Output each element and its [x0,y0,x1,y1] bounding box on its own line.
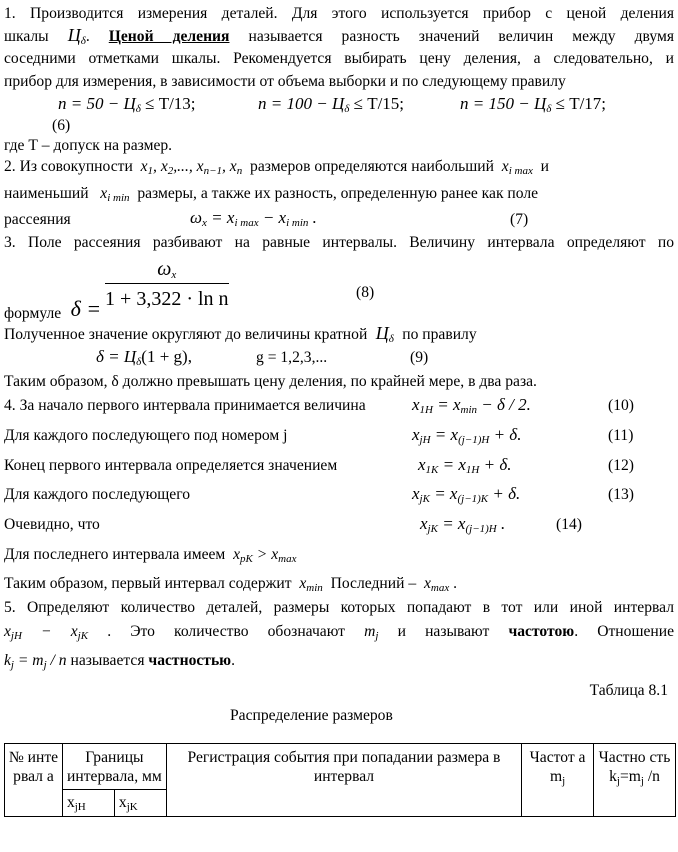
rule-3: $n = 150 - Ц_\delta \le T/17$; [460,94,607,115]
header-xjk: $x_{jK}$ [114,789,166,816]
header-interval-bounds: Границы интервала, мм [62,744,166,790]
header-registration: Регистрация события при попадании размера в интервал [166,744,521,817]
p2-line1: 2. Из совокупности $x_1$, $x_2$,..., $x_{n-1}$, $x_n$ размеров определяются наибольший $x_{i max}$ и [4,158,550,177]
formula-11: $x_{jH} = x_{(j-1)H} + \delta$. [412,425,522,446]
eq-10-label: (10) [608,397,634,414]
p2-line3: рассеяния [4,211,71,228]
p4-line3: Конец первого интервала определяется значением [4,457,338,474]
p4-line5: Очевидно, что [4,516,100,533]
eq-13-label: (13) [608,486,634,503]
header-xjh: $x_{jH}$ [62,789,114,816]
header-frequency: Частот а $m_j$ [522,744,594,817]
p1-line5: где Т – допуск на размер. [4,137,173,154]
formula-13: $x_{jK} = x_{(j-1)K} + \delta$. [412,484,521,505]
p1-line4: прибор для измерения, в зависимости от объема выборки и по следующему правилу [4,73,566,90]
table-caption-number: Таблица 8.1 [589,682,668,699]
formula-9-g: g = 1,2,3,... [256,349,328,366]
term-division-value: Ценой деления [108,28,230,45]
p4-line1: 4. За начало первого интервала принимается величина [4,397,366,414]
eq-12-label: (12) [608,457,634,474]
header-relative-frequency: Частно сть $k_j=m_j$ /n [594,744,676,817]
eq-11-label: (11) [608,427,634,444]
p3-line3: Полученное значение округляют до величины кратной $Ц_\delta$ по правилу [4,323,477,345]
p4-line2: Для каждого последующего под номером j [4,427,288,444]
eq-7-label: (7) [510,211,529,228]
p4-line6: Для последнего интервала имеем $x_{pK} > x_{max}$ [4,546,297,565]
rule-1: $n = 50 - Ц_\delta \le T/13$; [58,94,196,115]
p3-formula-line: формуле δ = $\frac{\omega_x}{\text{1 + 3,322 · ln n}}$ [4,258,229,322]
p3-line4: Таким образом, δ должно превышать цену деления, по крайней мере, в два раза. [4,373,537,390]
p3-line1: 3. Поле рассеяния разбивают на равные интервалы. Величину интервала определяют по [4,234,674,251]
p5-line3: $k_j = m_j / n$ называется частностью. [4,652,236,671]
formula-10: $x_{1H} = x_{min} - \delta / 2$. [412,395,531,416]
eq-9-label: (9) [410,349,429,366]
formula-12: $x_{1K} = x_{1H} + \delta$. [418,455,512,476]
p4-line7: Таким образом, первый интервал содержит $x_{min}$ Последний – $x_{max}$ . [4,575,457,594]
p1-line1: 1. Производится измерения деталей. Для этого используется прибор с ценой деления [4,5,674,22]
distribution-table [4,743,676,817]
p1-line3: соседними отметками шкалы. Рекомендуется выбирать цену деления, а следовательно, и [4,50,674,67]
p1-line2: шкалы $Ц_\delta$. Ценой деления называется разность значений величин между двумя [4,25,675,47]
eq-14-label: (14) [556,516,582,533]
header-interval-number: № инте рвал а [5,744,63,817]
formula-14: $x_{jK} = x_{(j-1)H}$ . [420,514,506,535]
p4-line4: Для каждого последующего [4,486,191,503]
formula-8-fraction: $\frac{\omega_x}{\text{1 + 3,322 · ln n}}$ [105,258,229,310]
division-symbol: $Ц_\delta$ [67,25,86,47]
set-formula: $x_1$, $x_2$,..., $x_{n-1}$, $x_n$ [136,158,243,177]
p2-line2: наименьший $x_{i min}$ размеры, а также их разность, определенную ранее как поле [4,185,539,204]
p5-line1: 5. Определяют количество деталей, размеры которых попадают в тот или иной интервал [4,599,674,616]
formula-9: $\delta = Ц_\delta(1 + g)$, [96,347,192,368]
table-caption-title: Распределение размеров [230,707,393,724]
rule-2: $n = 100 - Ц_\delta \le T/15$; [258,94,405,115]
eq-6-label: (6) [52,117,71,134]
formula-7: $\omega_x = x_{i max} - x_{i min}$ . [190,208,317,229]
eq-8-label: (8) [356,284,375,301]
p5-line2: $x_{jH} - x_{jK}$ . Это количество обозначают $m_j$ и называют частотою. Отношение [4,623,674,642]
